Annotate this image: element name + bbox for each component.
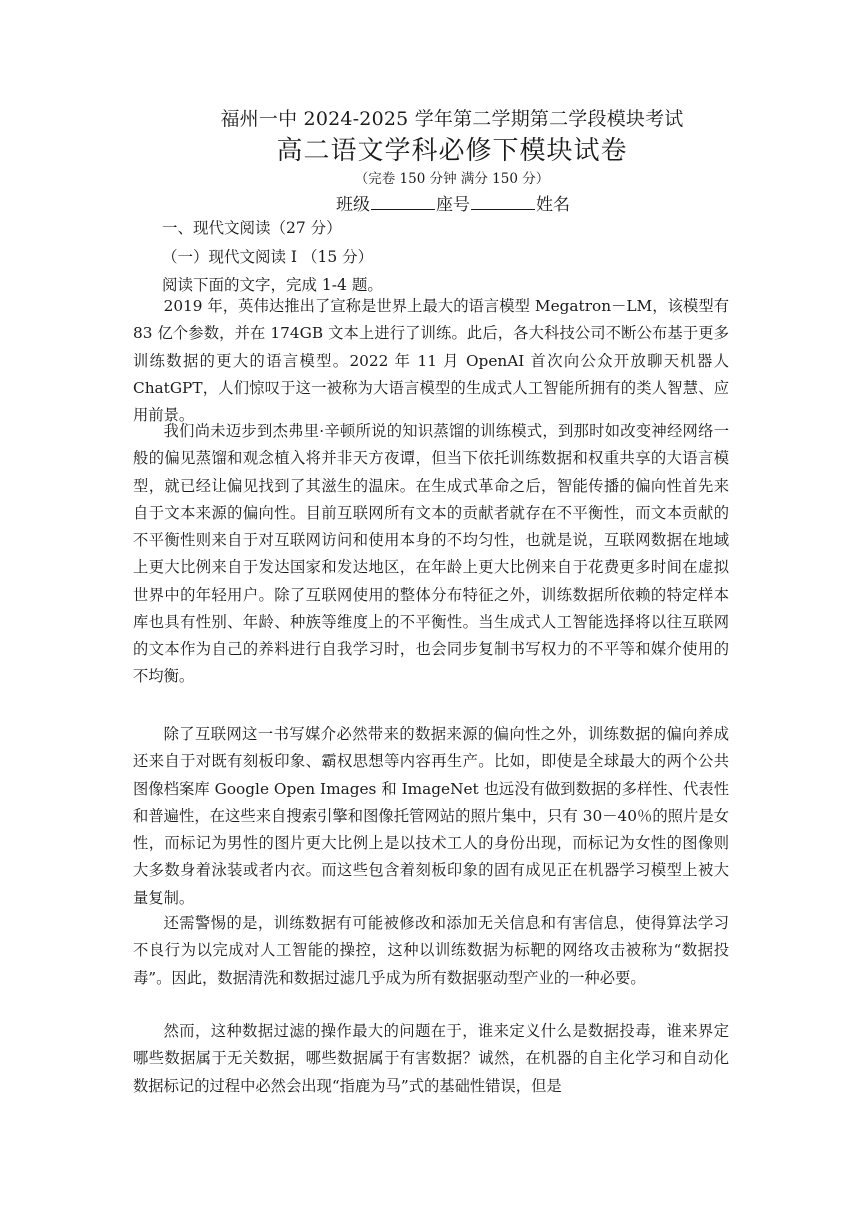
exam-school-line: 福州一中 2024-2025 学年第二学期第二学段模块考试 <box>220 108 684 130</box>
seat-label: 座号 <box>436 195 470 215</box>
section-heading: 一、现代文阅读（27 分） <box>162 219 342 237</box>
paragraph-5: 然而，这种数据过滤的操作最大的问题在于，谁来定义什么是数据投毒，谁来界定哪些数据属于无关数据，哪些数据属于有害数据？诚然，在机器的自主化学习和自动化数据标记的过程中必然会出现“指鹿为马”式的基础性错误，但是 <box>133 1022 729 1095</box>
reading-instruction: 阅读下面的文字，完成 1-4 题。 <box>162 276 383 294</box>
name-label: 姓名 <box>536 195 570 215</box>
seat-blank <box>471 195 535 210</box>
section-subheading: （一）现代文阅读 I （15 分） <box>162 248 374 266</box>
paragraph-3: 除了互联网这一书写媒介必然带来的数据来源的偏向性之外，训练数据的偏向养成还来自于对既有刻板印象、霸权思想等内容再生产。比如，即使是全球最大的两个公共图像档案库 Google Open Images 和 ImageNet 也远没有做到数据的多样性、代表性和普遍性，在这些来自搜索引擎和图像托管网站的照片集中，只有 30－40％的照片是女性，而标记为男性的图片更大比例上是以技术工人的身份出现，而标记为女性的图像则大多数身着泳装或者内衣。而这些包含着刻板印象的固有成见正在机器学习模型上被大量复制。 <box>133 725 729 907</box>
paragraph-2: 我们尚未迈步到杰弗里·辛顿所说的知识蒸馏的训练模式，到那时如改变神经网络一般的偏见蒸馏和观念植入将并非天方夜谭，但当下依托训练数据和权重共享的大语言模型，就已经让偏见找到了其滋生的温床。在生成式革命之后，智能传播的偏向性首先来自于文本来源的偏向性。目前互联网所有文本的贡献者就存在不平衡性，而文本贡献的不平衡性则来自于对互联网访问和使用本身的不均匀性，也就是说，互联网数据在地域上更大比例来自于发达国家和发达地区，在年龄上更大比例来自于花费更多时间在虚拟世界中的年轻用户。除了互联网使用的整体分布特征之外，训练数据所依赖的特定样本库也具有性别、年龄、种族等维度上的不平衡性。当生成式人工智能选择将以往互联网的文本作为自己的养料进行自我学习时，也会同步复制书写权力的不平等和媒介使用的不均衡。 <box>133 422 729 686</box>
student-info-line <box>336 190 570 215</box>
paragraph-1: 2019 年，英伟达推出了宣称是世界上最大的语言模型 Megatron－LM，该模型有 83 亿个参数，并在 174GB 文本上进行了训练。此后，各大科技公司不断公布基于更多训练数据的更大的语言模型。2022 年 11 月 OpenAI 首次向公众开放聊天机器人 ChatGPT，人们惊叹于这一被称为大语言模型的生成式人工智能所拥有的类人智慧、应用前景。 <box>133 297 729 424</box>
exam-subtitle: （完卷 150 分钟 满分 150 分） <box>354 171 550 187</box>
class-blank <box>371 195 435 210</box>
paragraph-4: 还需警惕的是，训练数据有可能被修改和添加无关信息和有害信息，使得算法学习不良行为以完成对人工智能的操控，这种以训练数据为标靶的网络攻击被称为“数据投毒”。因此，数据清洗和数据过滤几乎成为所有数据驱动型产业的一种必要。 <box>133 914 729 987</box>
exam-title: 高二语文学科必修下模块试卷 <box>276 136 628 166</box>
class-label: 班级 <box>336 195 370 215</box>
